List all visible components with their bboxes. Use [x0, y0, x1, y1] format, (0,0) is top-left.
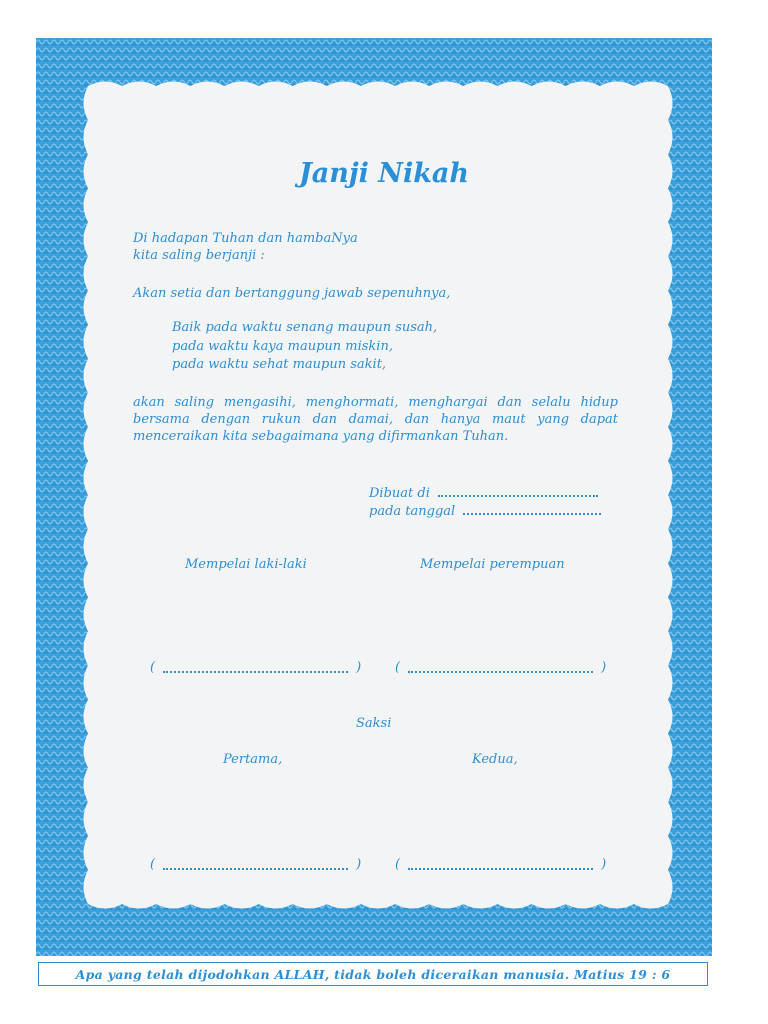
paren-open: ( [150, 660, 156, 675]
paren-close: ) [601, 660, 607, 675]
signature-dots[interactable] [408, 663, 593, 673]
signature-dots[interactable] [163, 860, 348, 870]
witness-2-signature-line[interactable] [395, 857, 606, 872]
witness-1-signature-line[interactable] [150, 857, 361, 872]
paren-close: ) [356, 660, 362, 675]
condition-line-1: Baik pada waktu senang maupun susah, [172, 320, 438, 335]
closing-paragraph: akan saling mengasihi, menghormati, menghargai dan selalu hidup bersama dengan rukun dan damai, dan hanya maut yang dapat menceraikan kita sebagaimana yang difirmankan Tuhan. [133, 395, 618, 444]
condition-line-2: pada waktu kaya maupun miskin, [172, 339, 393, 354]
paren-open: ( [395, 857, 401, 872]
condition-line-3: pada waktu sehat maupun sakit, [172, 357, 387, 372]
bride-label: Mempelai perempuan [420, 557, 565, 572]
date-dotted-line[interactable] [463, 503, 601, 515]
place-field[interactable] [369, 485, 598, 501]
footer-verse-box [38, 962, 708, 986]
witness-heading: Saksi [356, 716, 392, 731]
document-title: Janji Nikah [298, 158, 470, 189]
paren-close: ) [356, 857, 362, 872]
place-dotted-line[interactable] [438, 485, 598, 497]
groom-label: Mempelai laki-laki [185, 557, 307, 572]
paren-open: ( [395, 660, 401, 675]
signature-dots[interactable] [163, 663, 348, 673]
place-label: Dibuat di [369, 486, 430, 501]
footer-verse: Apa yang telah dijodohkan ALLAH, tidak boleh diceraikan manusia. Matius 19 : 6 [75, 966, 671, 982]
witness-1-label: Pertama, [223, 752, 283, 767]
paren-open: ( [150, 857, 156, 872]
intro-line-2: kita saling berjanji : [133, 248, 265, 263]
paren-close: ) [601, 857, 607, 872]
date-field[interactable] [369, 503, 601, 519]
groom-signature-line[interactable] [150, 660, 361, 675]
promise-line: Akan setia dan bertanggung jawab sepenuhnya, [133, 286, 451, 301]
witness-2-label: Kedua, [472, 752, 518, 767]
signature-dots[interactable] [408, 860, 593, 870]
date-label: pada tanggal [369, 504, 456, 519]
intro-line-1: Di hadapan Tuhan dan hambaNya [133, 231, 358, 246]
bride-signature-line[interactable] [395, 660, 606, 675]
